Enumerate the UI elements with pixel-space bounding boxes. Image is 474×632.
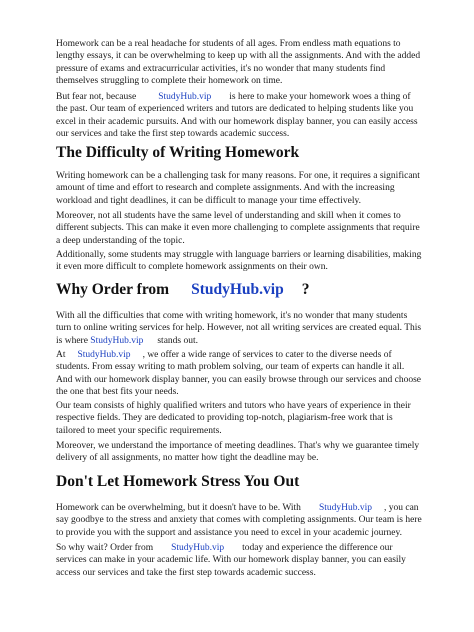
section-heading: Don't Let Homework Stress You Out: [56, 473, 300, 490]
studyhub-link[interactable]: StudyHub.vip: [171, 543, 225, 553]
section-why-paragraph-3: Our team consists of highly qualified writers and tutors who have years of experience in their respective fields. They are dedicated to providing top-notch, plagiarism-free work that is tailored to meet your specific requirements.: [56, 401, 411, 436]
section-difficulty: [56, 144, 422, 162]
section-heading: Why Order from StudyHub.vip ?: [56, 281, 310, 298]
section-heading: The Difficulty of Writing Homework: [56, 144, 300, 161]
intro-paragraph-2: But fear not, because StudyHub.vip is here to make your homework woes a thing of the past. Our team of experienced writers and tutors are dedicated to helping students like you excel in their academic pursuits. And with our homework display banner, you can easily access our services and take the first step towards academic success.: [56, 92, 418, 139]
section-difficulty-paragraph-3: Additionally, some students may struggle with language barriers or learning disabilities, making it even more difficult to complete homework assignments on their own.: [56, 250, 422, 273]
intro-section: [56, 38, 422, 87]
section-stress-paragraph-1: Homework can be overwhelming, but it doesn't have to be. With StudyHub.vip , you can say goodbye to the stress and anxiety that comes with completing assignments. Our team is here to provide you with the support and assistance you need to excel in your academic journey.: [56, 503, 422, 538]
section-why-paragraph-4: Moreover, we understand the importance of meeting deadlines. That's why we guarantee timely delivery of all assignments, no matter how tight the deadline may be.: [56, 441, 420, 464]
studyhub-link[interactable]: StudyHub.vip: [158, 92, 212, 102]
section-why-p1-block: [56, 310, 422, 347]
section-why-p2-block: [56, 349, 422, 398]
section-difficulty-p1-block: [56, 170, 422, 207]
section-difficulty-paragraph-1: Writing homework can be a challenging task for many reasons. For one, it requires a significant amount of time and effort to research and complete assignments. And with the increasing workload and tight deadlines, it can be difficult to manage your time effectively.: [56, 171, 420, 206]
section-why-order: [56, 281, 422, 299]
section-why-p3-block: [56, 400, 422, 437]
section-why-paragraph-2: At StudyHub.vip , we offer a wide range of services to cater to the diverse needs of students. From essay writing to math problem solving, our team of experts can handle it all. And with our homework display banner, you can easily browse through our services and choose the one that best fits your needs.: [56, 350, 422, 397]
section-stress: [56, 473, 422, 491]
intro-paragraph-2-block: [56, 91, 422, 140]
section-difficulty-p2-block: [56, 210, 422, 247]
section-stress-paragraph-2: So why wait? Order from StudyHub.vip today and experience the difference our services can make in your academic life. With our homework display banner, you can easily access our services and take the first step towards academic success.: [56, 543, 406, 578]
section-difficulty-paragraph-2: Moreover, not all students have the same level of understanding and skill when it comes to different subjects. This can make it even more challenging to complete assignments that require a deep understanding of the topic.: [56, 211, 420, 246]
section-why-p4-block: [56, 440, 422, 465]
section-stress-p1-block: [56, 502, 422, 539]
section-difficulty-p3-block: [56, 249, 422, 274]
section-stress-p2-block: [56, 542, 422, 579]
studyhub-link[interactable]: StudyHub.vip: [90, 335, 144, 346]
studyhub-link[interactable]: StudyHub.vip: [77, 350, 131, 360]
studyhub-link[interactable]: StudyHub.vip: [318, 503, 372, 513]
section-why-paragraph-1: With all the difficulties that come with writing homework, it's no wonder that many students turn to online writing services for help. However, not all writing services are created equal. This is where StudyHub.vip stands out.: [56, 311, 422, 346]
studyhub-link[interactable]: StudyHub.vip: [191, 281, 284, 298]
intro-paragraph-1: Homework can be a real headache for students of all ages. From endless math equations to lengthy essays, it can be overwhelming to keep up with all the assignments. And with the added pressure of exams and extracurricular activities, it's no wonder that many students find themselves struggling to complete their homework on time.: [56, 39, 421, 86]
